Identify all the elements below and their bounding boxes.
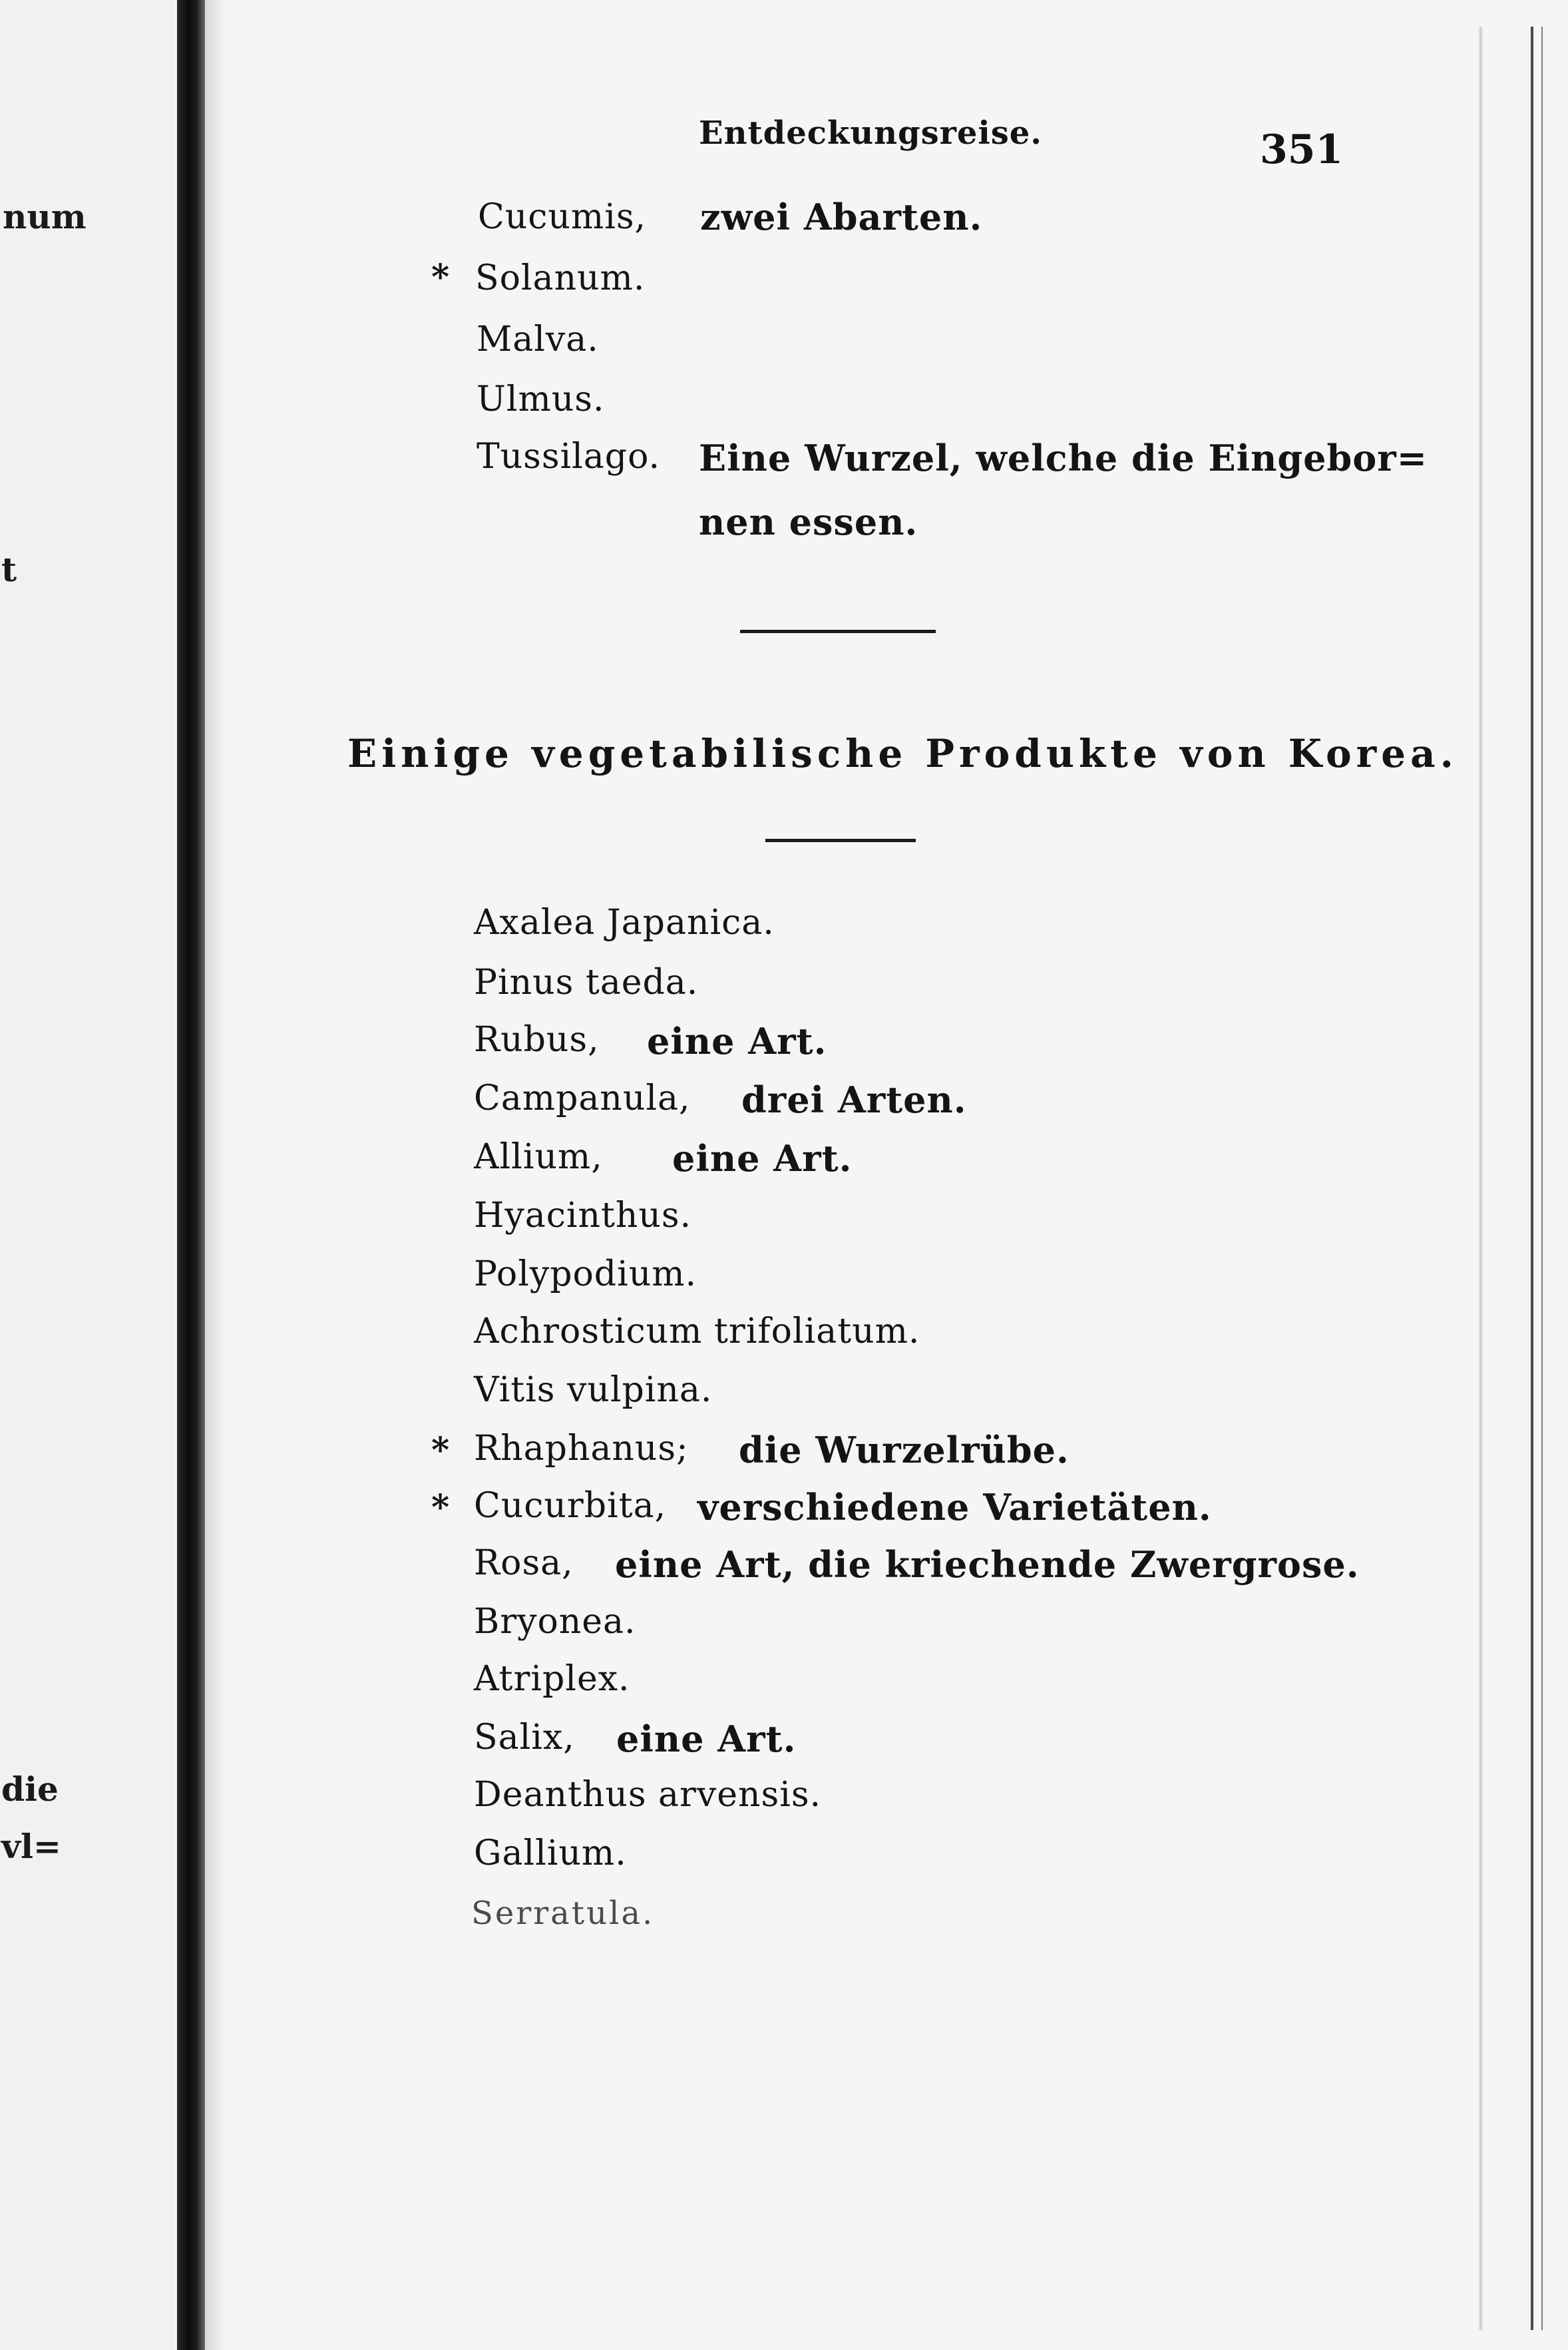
left-page-fragment: num bbox=[3, 197, 87, 236]
left-page-fragment: vl= bbox=[1, 1827, 61, 1866]
plant-name: Polypodium. bbox=[474, 1254, 697, 1294]
plant-name: Cucurbita, bbox=[474, 1486, 667, 1526]
section-rule bbox=[740, 630, 936, 633]
book-gutter bbox=[177, 0, 205, 2350]
plant-name: Malva. bbox=[477, 320, 599, 359]
plant-name: Bryonea. bbox=[474, 1602, 636, 1642]
left-facing-page bbox=[0, 0, 174, 2350]
running-head: Entdeckungsreise. bbox=[699, 115, 1042, 152]
plant-name: Rubus, bbox=[474, 1020, 600, 1060]
plant-name: Deanthus arvensis. bbox=[474, 1775, 822, 1815]
plant-name: Ulmus. bbox=[477, 379, 605, 419]
plant-name: Gallium. bbox=[474, 1833, 627, 1873]
page-fold bbox=[1479, 27, 1483, 2330]
plant-name: Axalea Japanica. bbox=[474, 903, 775, 943]
plant-name: Rosa, bbox=[474, 1543, 574, 1583]
plant-name: Salix, bbox=[474, 1718, 575, 1758]
plant-note: eine Art. bbox=[647, 1020, 827, 1062]
plant-name: Achrosticum trifoliatum. bbox=[474, 1311, 920, 1351]
asterisk-mark: * bbox=[431, 1430, 450, 1471]
page-edge bbox=[1531, 27, 1533, 2330]
plant-name: Rhaphanus; bbox=[474, 1429, 689, 1469]
plant-name: Hyacinthus. bbox=[474, 1196, 692, 1236]
asterisk-mark: * bbox=[431, 257, 450, 298]
page-number: 351 bbox=[1260, 126, 1344, 173]
section-rule bbox=[765, 839, 916, 842]
page-edge bbox=[1541, 27, 1543, 2330]
plant-note: eine Art. bbox=[672, 1137, 853, 1180]
plant-note: Eine Wurzel, welche die Eingebor= bbox=[699, 437, 1428, 479]
plant-name: Pinus taeda. bbox=[474, 963, 699, 1003]
plant-note: zwei Abarten. bbox=[700, 196, 983, 238]
plant-note: eine Art, die kriechende Zwergrose. bbox=[615, 1543, 1360, 1586]
plant-name: Atriplex. bbox=[474, 1659, 630, 1699]
plant-note: eine Art. bbox=[616, 1718, 797, 1760]
left-page-fragment: t bbox=[1, 550, 17, 589]
plant-name: Serratula. bbox=[471, 1895, 655, 1932]
plant-note: drei Arten. bbox=[741, 1078, 967, 1121]
section-heading: Einige vegetabilische Produkte von Korea. bbox=[347, 731, 1458, 776]
left-page-fragment: die bbox=[1, 1769, 59, 1809]
plant-name: Vitis vulpina. bbox=[474, 1370, 713, 1410]
plant-name: Tussilago. bbox=[477, 437, 661, 477]
plant-name: Solanum. bbox=[475, 258, 646, 298]
plant-note: verschiedene Varietäten. bbox=[697, 1486, 1212, 1528]
asterisk-mark: * bbox=[431, 1487, 450, 1528]
plant-name: Allium, bbox=[474, 1137, 603, 1177]
gutter-shadow bbox=[205, 0, 225, 2350]
plant-note: die Wurzelrübe. bbox=[739, 1429, 1070, 1471]
plant-name: Campanula, bbox=[474, 1078, 691, 1118]
plant-note-continuation: nen essen. bbox=[699, 501, 918, 543]
plant-name: Cucumis, bbox=[478, 197, 647, 237]
